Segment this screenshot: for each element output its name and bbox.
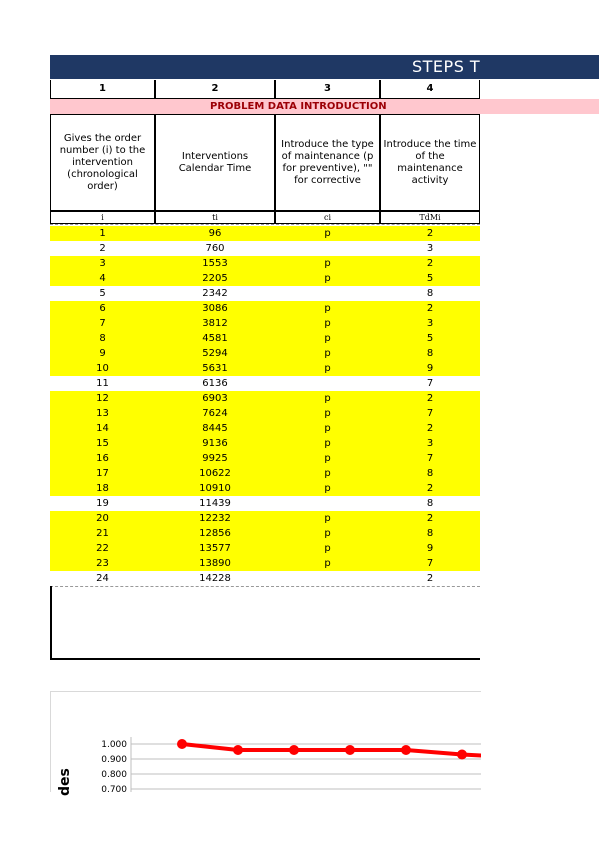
cell-maintenance-time: 2 bbox=[426, 303, 434, 314]
table-row bbox=[50, 256, 480, 271]
cell-calendar-time: 6903 bbox=[202, 393, 228, 404]
cell-maintenance-time: 8 bbox=[426, 528, 434, 539]
cell-maintenance-time: 2 bbox=[426, 483, 434, 494]
column-number-4: 4 bbox=[380, 80, 480, 99]
table-row bbox=[50, 286, 480, 301]
cell-maintenance-time: 2 bbox=[426, 573, 434, 584]
cell-order: 2 bbox=[99, 243, 106, 254]
cell-calendar-time: 13890 bbox=[199, 558, 231, 569]
table-row bbox=[50, 241, 480, 256]
table-row bbox=[50, 421, 480, 436]
table-row bbox=[50, 481, 480, 496]
cell-order: 19 bbox=[96, 498, 109, 509]
table-row bbox=[50, 436, 480, 451]
table-row bbox=[50, 376, 480, 391]
y-tick-label: 1.000 bbox=[101, 740, 127, 750]
table-row bbox=[50, 496, 480, 511]
cell-maintenance-time: 2 bbox=[426, 228, 434, 239]
column-description-4: Introduce the time of the maintenance activity bbox=[380, 114, 480, 211]
data-point bbox=[177, 739, 187, 749]
cell-order: 15 bbox=[96, 438, 109, 449]
column-symbol-2: ti bbox=[155, 210, 275, 224]
cell-order: 22 bbox=[96, 543, 109, 554]
cell-order: 7 bbox=[99, 318, 106, 329]
cell-order: 13 bbox=[96, 408, 109, 419]
cell-maintenance-type: p bbox=[324, 483, 331, 494]
table-row bbox=[50, 466, 480, 481]
section-header bbox=[50, 99, 599, 114]
cell-calendar-time: 10910 bbox=[199, 483, 231, 494]
data-point bbox=[289, 745, 299, 755]
cell-maintenance-type: p bbox=[324, 318, 331, 329]
cell-maintenance-type: p bbox=[324, 408, 331, 419]
cell-calendar-time: 10622 bbox=[199, 468, 231, 479]
cell-maintenance-type: p bbox=[324, 528, 331, 539]
line-chart bbox=[51, 692, 481, 792]
cell-calendar-time: 7624 bbox=[202, 408, 228, 419]
cell-calendar-time: 12856 bbox=[199, 528, 231, 539]
table-top-divider bbox=[50, 224, 480, 225]
cell-order: 21 bbox=[96, 528, 109, 539]
cell-order: 8 bbox=[99, 333, 106, 344]
y-tick-label: 0.900 bbox=[101, 755, 127, 765]
chart-panel bbox=[50, 691, 481, 792]
cell-maintenance-type: p bbox=[324, 558, 331, 569]
y-tick-label: 0.700 bbox=[101, 785, 127, 792]
table-row bbox=[50, 346, 480, 361]
y-tick-label: 0.800 bbox=[101, 770, 127, 780]
cell-maintenance-time: 7 bbox=[426, 558, 434, 569]
cell-calendar-time: 5631 bbox=[202, 363, 228, 374]
table-row bbox=[50, 511, 480, 526]
cell-order: 12 bbox=[96, 393, 109, 404]
column-symbol-1: i bbox=[50, 210, 155, 224]
data-point bbox=[401, 745, 411, 755]
cell-maintenance-type: p bbox=[324, 348, 331, 359]
cell-maintenance-type: p bbox=[324, 228, 331, 239]
cell-order: 14 bbox=[96, 423, 109, 434]
data-point bbox=[233, 745, 243, 755]
cell-order: 5 bbox=[99, 288, 106, 299]
column-number-1: 1 bbox=[50, 80, 155, 99]
frame-bottom-border bbox=[50, 658, 480, 660]
cell-maintenance-time: 7 bbox=[426, 408, 434, 419]
chart-y-axis-label: des bbox=[57, 768, 73, 796]
cell-maintenance-type: p bbox=[324, 393, 331, 404]
cell-maintenance-type: p bbox=[324, 423, 331, 434]
cell-order: 18 bbox=[96, 483, 109, 494]
cell-order: 9 bbox=[99, 348, 106, 359]
cell-maintenance-type: p bbox=[324, 333, 331, 344]
table-row bbox=[50, 556, 480, 571]
cell-maintenance-time: 2 bbox=[426, 393, 434, 404]
cell-order: 4 bbox=[99, 273, 106, 284]
table-row bbox=[50, 331, 480, 346]
cell-calendar-time: 2342 bbox=[202, 288, 228, 299]
cell-calendar-time: 11439 bbox=[199, 498, 231, 509]
cell-order: 11 bbox=[96, 378, 109, 389]
cell-maintenance-time: 2 bbox=[426, 258, 434, 269]
cell-calendar-time: 14228 bbox=[199, 573, 231, 584]
table-row bbox=[50, 406, 480, 421]
cell-calendar-time: 760 bbox=[205, 243, 225, 254]
spreadsheet bbox=[50, 55, 599, 660]
data-point bbox=[457, 750, 467, 760]
cell-calendar-time: 3086 bbox=[202, 303, 228, 314]
cell-maintenance-type: p bbox=[324, 453, 331, 464]
table-row bbox=[50, 271, 480, 286]
column-symbol-4: TdMi bbox=[380, 210, 480, 224]
cell-maintenance-type: p bbox=[324, 273, 331, 284]
cell-calendar-time: 1553 bbox=[202, 258, 228, 269]
table-row bbox=[50, 391, 480, 406]
frame-left-border bbox=[50, 586, 52, 660]
cell-maintenance-time: 9 bbox=[426, 363, 434, 374]
title-bar bbox=[50, 55, 599, 79]
section-header-label: PROBLEM DATA INTRODUCTION bbox=[210, 101, 387, 112]
cell-calendar-time: 2205 bbox=[202, 273, 228, 284]
cell-calendar-time: 9925 bbox=[202, 453, 228, 464]
sheet-title: STEPS T bbox=[412, 57, 481, 76]
cell-maintenance-type: p bbox=[324, 303, 331, 314]
column-description-1: Gives the order number (i) to the intervention (chronological order) bbox=[50, 114, 155, 211]
cell-maintenance-time: 8 bbox=[426, 498, 434, 509]
cell-calendar-time: 5294 bbox=[202, 348, 228, 359]
cell-maintenance-time: 8 bbox=[426, 468, 434, 479]
column-description-2: Interventions Calendar Time bbox=[155, 114, 275, 211]
cell-maintenance-time: 2 bbox=[426, 513, 434, 524]
cell-maintenance-type: p bbox=[324, 363, 331, 374]
cell-calendar-time: 96 bbox=[208, 228, 222, 239]
cell-maintenance-type: p bbox=[324, 258, 331, 269]
cell-maintenance-time: 7 bbox=[426, 453, 434, 464]
table-row bbox=[50, 541, 480, 556]
column-number-2: 2 bbox=[155, 80, 275, 99]
data-point bbox=[345, 745, 355, 755]
cell-maintenance-time: 7 bbox=[426, 378, 434, 389]
table-row bbox=[50, 226, 480, 241]
cell-maintenance-time: 2 bbox=[426, 423, 434, 434]
cell-calendar-time: 8445 bbox=[202, 423, 228, 434]
cell-maintenance-time: 3 bbox=[426, 318, 434, 329]
cell-order: 3 bbox=[99, 258, 106, 269]
cell-maintenance-time: 5 bbox=[426, 273, 434, 284]
cell-maintenance-time: 3 bbox=[426, 438, 434, 449]
cell-order: 20 bbox=[96, 513, 109, 524]
table-row bbox=[50, 571, 480, 586]
data-table bbox=[50, 226, 480, 586]
table-row bbox=[50, 451, 480, 466]
table-row bbox=[50, 316, 480, 331]
cell-maintenance-time: 8 bbox=[426, 288, 434, 299]
cell-order: 17 bbox=[96, 468, 109, 479]
table-row bbox=[50, 526, 480, 541]
cell-maintenance-type: p bbox=[324, 513, 331, 524]
cell-order: 24 bbox=[96, 573, 109, 584]
cell-maintenance-type: p bbox=[324, 543, 331, 554]
cell-calendar-time: 12232 bbox=[199, 513, 231, 524]
cell-maintenance-type: p bbox=[324, 438, 331, 449]
cell-calendar-time: 4581 bbox=[202, 333, 228, 344]
series-line bbox=[182, 744, 481, 758]
cell-maintenance-type: p bbox=[324, 468, 331, 479]
cell-maintenance-time: 9 bbox=[426, 543, 434, 554]
cell-order: 1 bbox=[99, 228, 106, 239]
column-description-3: Introduce the type of maintenance (p for preventive), "" for corrective bbox=[275, 114, 380, 211]
cell-order: 10 bbox=[96, 363, 109, 374]
column-number-3: 3 bbox=[275, 80, 380, 99]
cell-maintenance-time: 8 bbox=[426, 348, 434, 359]
cell-maintenance-time: 5 bbox=[426, 333, 434, 344]
table-bottom-divider bbox=[50, 586, 480, 587]
cell-order: 6 bbox=[99, 303, 106, 314]
column-symbol-3: ci bbox=[275, 210, 380, 224]
cell-calendar-time: 6136 bbox=[202, 378, 228, 389]
cell-order: 23 bbox=[96, 558, 109, 569]
cell-calendar-time: 3812 bbox=[202, 318, 228, 329]
cell-calendar-time: 13577 bbox=[199, 543, 231, 554]
table-row bbox=[50, 361, 480, 376]
cell-order: 16 bbox=[96, 453, 109, 464]
cell-calendar-time: 9136 bbox=[202, 438, 228, 449]
cell-maintenance-time: 3 bbox=[426, 243, 434, 254]
table-row bbox=[50, 301, 480, 316]
